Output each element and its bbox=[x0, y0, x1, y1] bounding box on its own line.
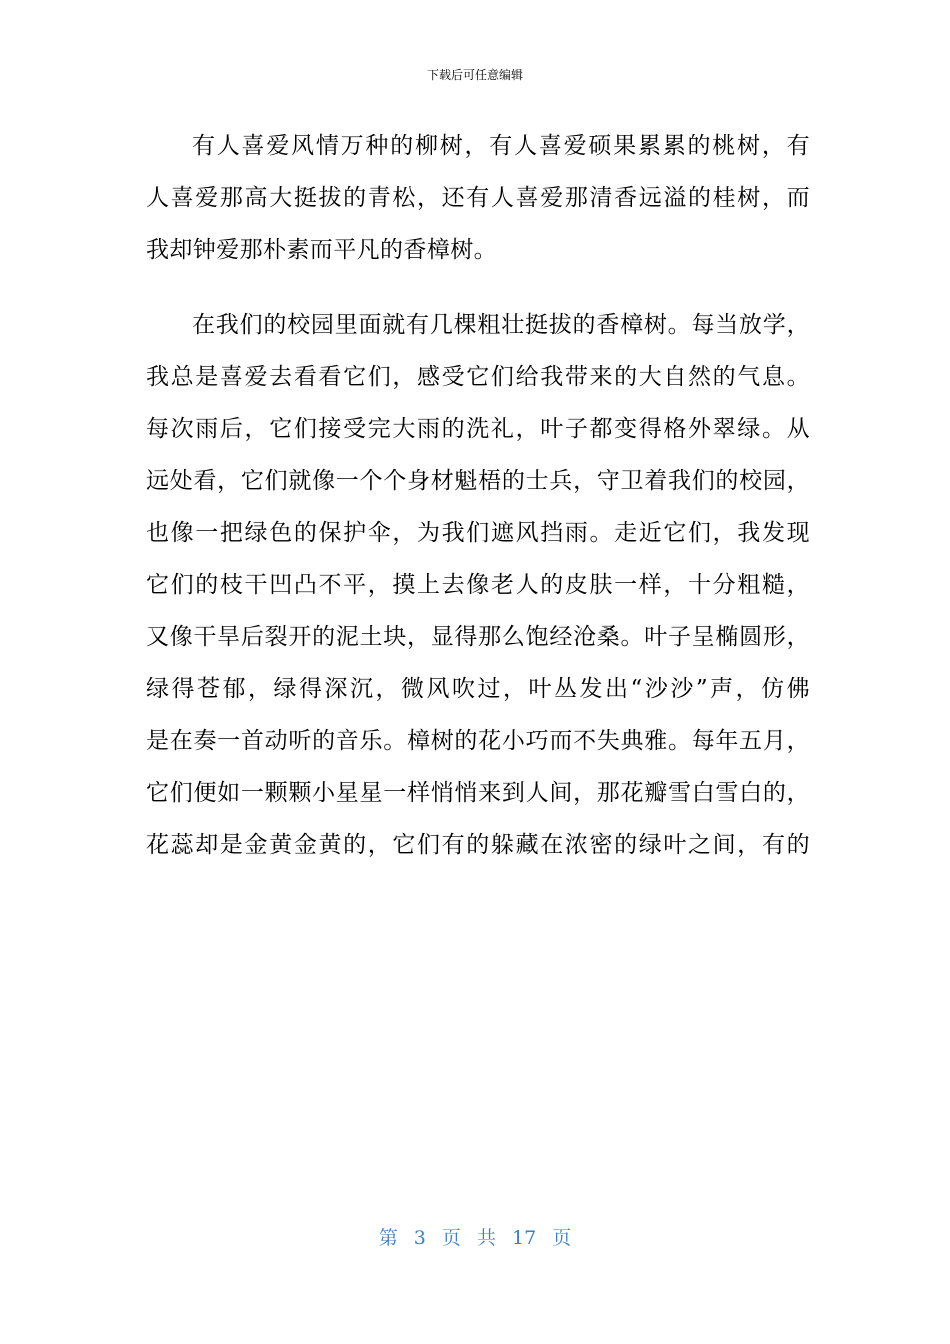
paragraph-1 bbox=[146, 120, 810, 276]
text-line: 也像一把绿色的保护伞，为我们遮风挡雨。走近它们，我发现 bbox=[146, 520, 810, 546]
footer-suffix: 页 bbox=[552, 1227, 572, 1249]
text-line: 它们的枝干凹凸不平，摸上去像老人的皮肤一样，十分粗糙， bbox=[146, 572, 810, 598]
text-line: 是在奏一首动听的音乐。樟树的花小巧而不失典雅。每年五月， bbox=[146, 728, 810, 754]
text-line: 远处看，它们就像一个个身材魁梧的士兵，守卫着我们的校园， bbox=[146, 468, 810, 494]
footer-current-page: 3 bbox=[413, 1227, 426, 1249]
page-footer bbox=[0, 1226, 950, 1250]
text-line: 又像干旱后裂开的泥土块，显得那么饱经沧桑。叶子呈椭圆形， bbox=[146, 624, 810, 650]
text-line: 我总是喜爱去看看它们，感受它们给我带来的大自然的气息。 bbox=[146, 364, 810, 390]
footer-total-word: 共 bbox=[476, 1227, 496, 1249]
text-line: 我却钟爱那朴素而平凡的香樟树。 bbox=[146, 237, 497, 263]
footer-prefix: 第 bbox=[378, 1227, 398, 1249]
paragraph-2 bbox=[146, 299, 810, 871]
text-line: 在我们的校园里面就有几棵粗壮挺拔的香樟树。每当放学， bbox=[192, 312, 810, 338]
text-line: 人喜爱那高大挺拔的青松，还有人喜爱那清香远溢的桂树，而 bbox=[146, 185, 810, 211]
text-line: 有人喜爱风情万种的柳树，有人喜爱硕果累累的桃树，有 bbox=[192, 133, 810, 159]
document-body bbox=[146, 120, 810, 871]
footer-total-pages: 17 bbox=[512, 1227, 537, 1249]
page-header: 下载后可任意编辑 bbox=[426, 68, 523, 82]
text-line: 它们便如一颗颗小星星一样悄悄来到人间，那花瓣雪白雪白的， bbox=[146, 780, 810, 806]
text-line: 每次雨后，它们接受完大雨的洗礼，叶子都变得格外翠绿。从 bbox=[146, 416, 810, 442]
text-line: 花蕊却是金黄金黄的，它们有的躲藏在浓密的绿叶之间，有的 bbox=[146, 832, 810, 858]
footer-page-word: 页 bbox=[441, 1227, 461, 1249]
text-line: 绿得苍郁，绿得深沉，微风吹过，叶丛发出“沙沙”声，仿佛 bbox=[146, 676, 810, 702]
